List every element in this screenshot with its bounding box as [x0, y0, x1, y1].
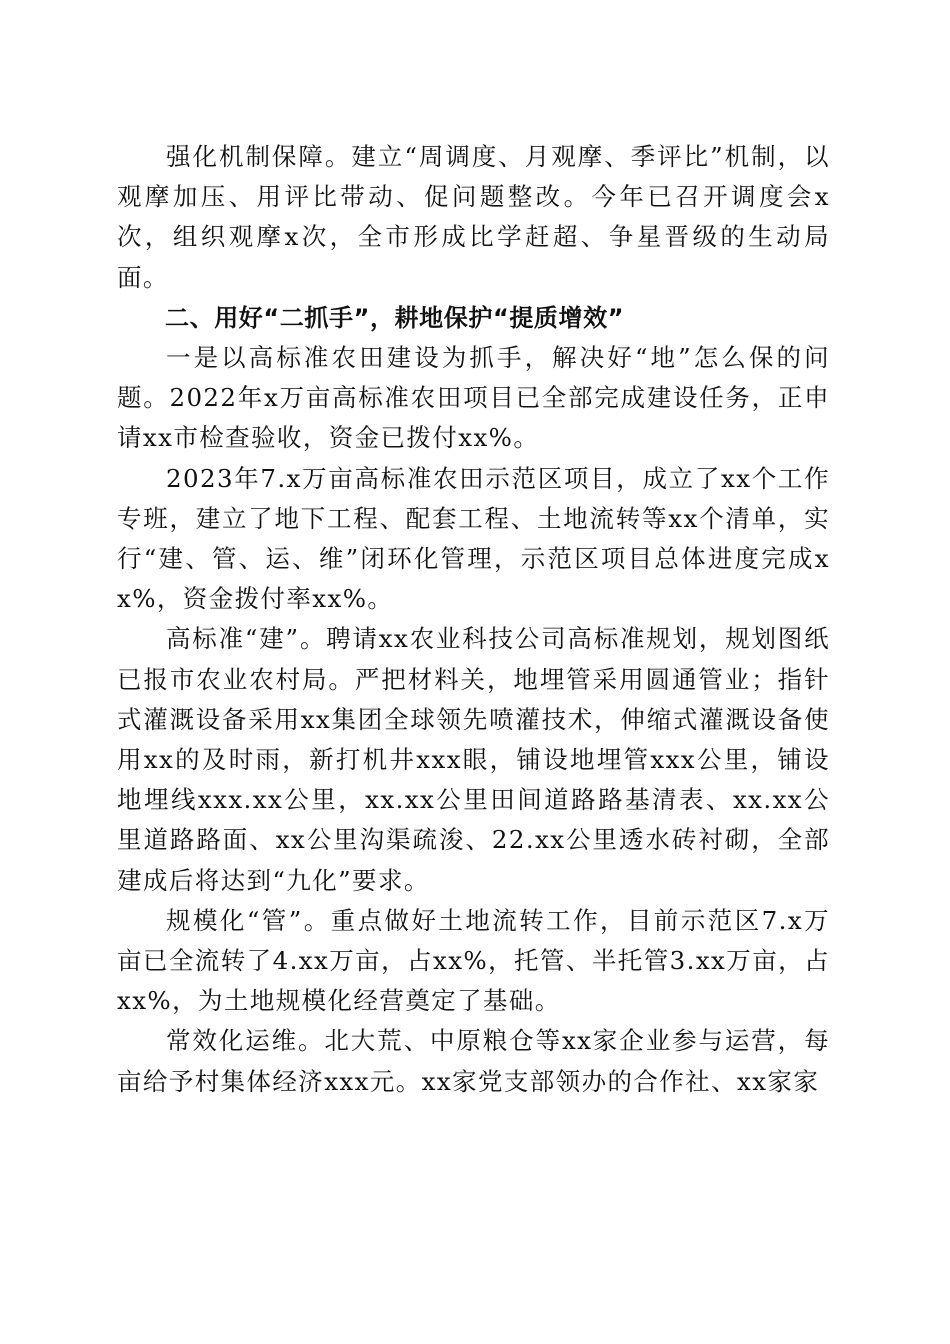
paragraph-2023-demo-zone: 2023年7.x万亩高标准农田示范区项目，成立了xx个工作专班，建立了地下工程、配套工程、土地流转等xx个清单，实行“建、管、运、维”闭环化管理，示范区项目总体进度完成xx%，资金拨付率xx%。: [117, 463, 830, 614]
paragraph-mechanism-guarantee: 强化机制保障。建立“周调度、月观摩、季评比”机制，以观摩加压、用评比带动、促问题整改。今年已召开调度会x次，组织观摩x次，全市形成比学赶超、争星晋级的生动局面。: [117, 142, 830, 292]
section-heading-two-grips: 二、用好“二抓手”，耕地保护“提质增效”: [165, 303, 625, 332]
paragraph-high-standard-farmland: 一是以高标准农田建设为抓手，解决好“地”怎么保的问题。2022年x万亩高标准农田项目已全部完成建设任务，正申请xx市检查验收，资金已拨付xx%。: [117, 343, 830, 453]
paragraph-high-standard-build: 高标准“建”。聘请xx农业科技公司高标准规划，规划图纸已报市农业农村局。严把材料关，地埋管采用圆通管业；指针式灌溉设备采用xx集团全球领先喷灌技术，伸缩式灌溉设备使用xx的及时雨，新打机井xxx眼，铺设地埋管xxx公里，铺设地埋线xxx.xx公里，xx.xx公里田间道路路基清表、xx.xx公里道路路面、xx公里沟渠疏浚、22.xx公里透水砖衬砌，全部建成后将达到“九化”要求。: [117, 624, 830, 895]
document-page: [117, 137, 830, 1102]
paragraph-scale-management: 规模化“管”。重点做好土地流转工作，目前示范区7.x万亩已全流转了4.xx万亩，占xx%，托管、半托管3.xx万亩，占xx%，为土地规模化经营奠定了基础。: [117, 905, 830, 1016]
paragraph-operation-maintenance: 常效化运维。北大荒、中原粮仓等xx家企业参与运营，每亩给予村集体经济xxx元。xx家党支部领办的合作社、xx家家: [117, 1026, 830, 1096]
